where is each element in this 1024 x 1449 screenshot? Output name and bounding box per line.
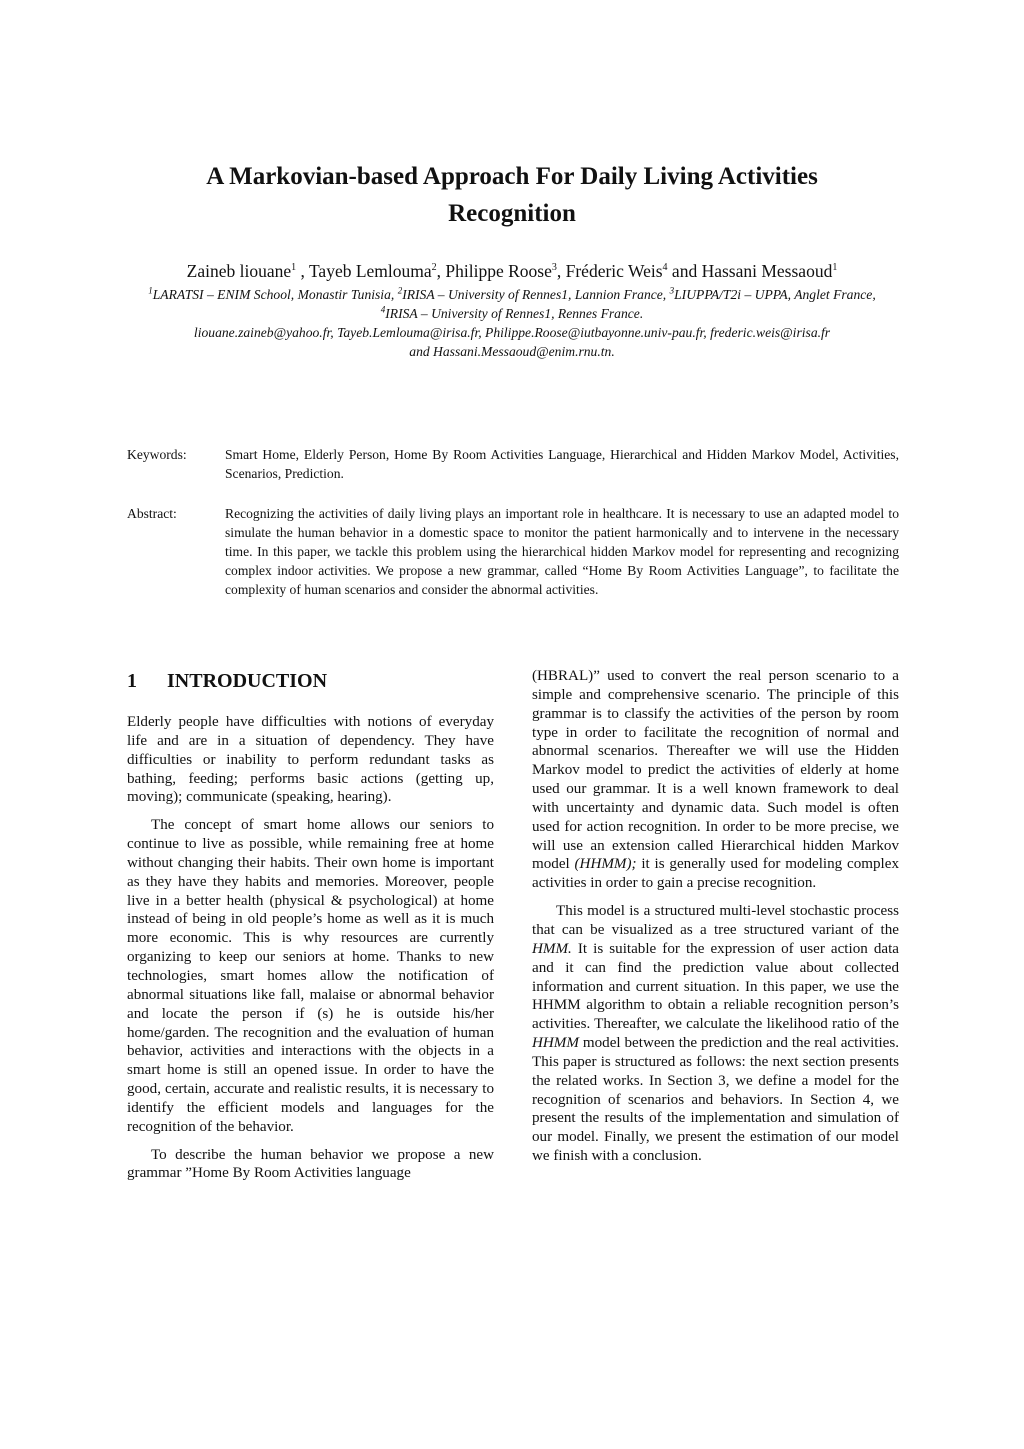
author-name: Zaineb liouane [186, 261, 292, 281]
affiliation-mark: 4 [380, 304, 386, 315]
paragraph: Elderly people have difficulties with notions of everyday life and are in a situation of dependency. They have difficulties or inability to perform redundant tasks as bathing, feeding; performs basic actions (getting up, moving); communicate (speaking, hearing). [127, 714, 494, 806]
author-name: Tayeb Lemlouma [308, 261, 432, 281]
author-emails: liouane.zaineb@yahoo.fr, Tayeb.Lemlouma@irisa.fr, Philippe.Roose@iutbayonne.univ-pau.fr, frederic.weis@irisa.fr [193, 325, 831, 340]
author-affiliation-mark: 1 [291, 262, 297, 274]
paragraph-run: It is suitable for the expression of user action data and it can find the prediction value about collected information and current situation. In this paper, we use the HHMM algorithm to obtain a reliable recognition person’s activities. Thereafter, we calculate the likelihood ratio of the [532, 940, 899, 1033]
author-affiliation-mark: 2 [431, 262, 437, 274]
paragraph-run-italic: HHMM [532, 1035, 579, 1052]
affiliation-text: LARATSI – ENIM School, Monastir Tunisia, [152, 287, 398, 302]
section-title: INTRODUCTION [167, 670, 328, 692]
paragraph [532, 902, 899, 1166]
right-column [532, 667, 899, 1166]
section-heading [127, 667, 327, 695]
author-separator: , [296, 261, 309, 281]
author-affiliation-mark: 4 [662, 262, 668, 274]
affiliation-mark: 2 [397, 285, 403, 296]
paper-title: A Markovian-based Approach For Daily Living Activities Recognition [206, 163, 818, 227]
paragraph: The concept of smart home allows our seniors to continue to live as possible, while remaining free at home without changing their habits. Their own home is important as they have they habits and memories. Moreover, people live in a better health (physical & psychological) at home instead of being in old people’s home as well as it is much more economic. This is why resources are currently organizing to keep our seniors at home. Thanks to new technologies, smart homes allow the notification of abnormal situations like fall, malaise or abnormal behavior and locate the person if (s) he is outside his/her home/garden. The recognition and the evaluation of human behavior, activities and interactions with the objects in a smart home is still an opened issue. In order to have the good, certain, accurate and realistic results, it is necessary to identify the efficient models and languages for the recognition of the behavior. [127, 817, 494, 1135]
author-list [90, 258, 934, 284]
paragraph-run: (HBRAL)” used to convert the real person scenario to a simple and comprehensive scenario. The principle of this grammar is to classify the activities of the person by room type in order to facilitate the recognition of normal and abnormal scenarios. Thereafter we will use the Hidden Markov model to predict the activities of elderly at home used our grammar. It is a well known framework to deal with uncertainty and dynamic data. Such model is often used for action recognition. In order to be more precise, we will use an extension called Hierarchical hidden Markov model [532, 668, 899, 873]
left-column [127, 713, 494, 1183]
paragraph: To describe the human behavior we propose a new grammar ”Home By Room Activities language [127, 1146, 494, 1182]
abstract-label: Abstract: [127, 506, 177, 521]
paragraph-run: it is generally used for modeling complex activities in order to gain a precise recognition. [532, 856, 899, 892]
author-separator: , [556, 261, 566, 281]
affiliation-mark: 3 [669, 285, 675, 296]
keywords-label: Keywords: [127, 447, 187, 462]
author-affiliation-mark: 3 [551, 262, 557, 274]
keywords-text: Smart Home, Elderly Person, Home By Room Activities Language, Hierarchical and Hidden Markov Model, Activities, Scenarios, Prediction. [225, 447, 899, 481]
author-emails-last: and Hassani.Messaoud@enim.rnu.tn. [409, 344, 615, 359]
author-name: Fréderic Weis [565, 261, 663, 281]
author-affiliation-mark: 1 [832, 262, 838, 274]
paragraph-run-italic: (HHMM); [574, 856, 637, 873]
affiliation-text: IRISA – University of Rennes1, Rennes France. [385, 306, 644, 321]
abstract-text: Recognizing the activities of daily living plays an important role in healthcare. It is necessary to use an adapted model to simulate the human behavior in a domestic space to monitor the patient harmonically and to intervene in the necessary time. In this paper, we tackle this problem using the hierarchical hidden Markov model for representing and recognizing complex indoor activities. We propose a new grammar, called “Home By Room Activities Language”, to facilitate the complexity of human scenarios and consider the abnormal activities. [225, 506, 899, 597]
affiliation-lines [130, 285, 894, 323]
author-name: Philippe Roose [445, 261, 552, 281]
author-separator: , [436, 261, 446, 281]
paragraph-run: model between the prediction and the real activities. This paper is structured as follows: the next section presents the related works. In Section 3, we define a model for the recognition of scenarios and behaviors. In Section 4, we present the results of the implementation and simulation of our model. Finally, we present the estimation of our model we finish with a conclusion. [532, 1035, 899, 1165]
affiliation-text: IRISA – University of Rennes1, Lannion France, [402, 287, 670, 302]
author-separator: and [667, 261, 702, 281]
affiliations [130, 285, 894, 361]
author-name: Hassani Messaoud [701, 261, 833, 281]
paragraph-run-italic: HMM. [532, 940, 572, 957]
section-number: 1 [127, 670, 137, 692]
affiliation-mark: 1 [148, 285, 153, 296]
affiliation-text: LIUPPA/T2i – UPPA, Anglet France, [674, 287, 876, 302]
paragraph [532, 667, 899, 893]
paragraph-run: This model is a structured multi-level stochastic process that can be visualized as a tree structured variant of the [532, 903, 899, 938]
